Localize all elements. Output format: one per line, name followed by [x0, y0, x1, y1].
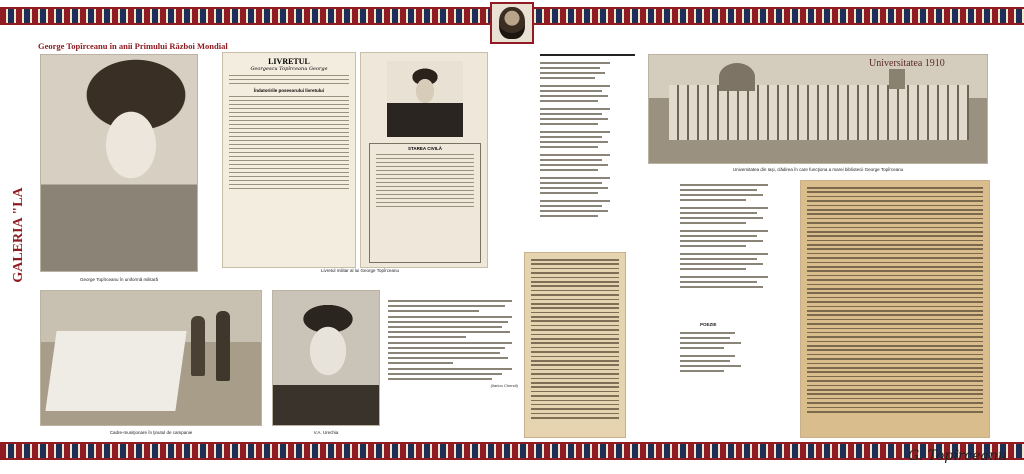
poem-column-3	[680, 332, 790, 375]
page-title: George Topîrceanu în anii Primului Război Mondial	[38, 41, 228, 51]
text-column-1	[388, 300, 518, 388]
livret-photo-page	[360, 52, 488, 268]
urechia-portrait	[272, 290, 380, 426]
caption-camp: Cadre-muniţionare în ţinutul de campanie	[109, 430, 193, 435]
portrait-photo	[40, 54, 198, 272]
logo-text: GALERIA "LA	[11, 187, 26, 283]
decorative-band-bottom	[0, 442, 1024, 460]
university-photo-label: Universitatea 1910	[869, 58, 945, 69]
livret-document	[222, 52, 356, 268]
newspaper-clipping-1	[524, 252, 626, 438]
caption-portrait: George Topîrceanu în uniformă militară	[80, 277, 158, 282]
gallery-logo	[4, 180, 34, 290]
poem-title: POEZIE	[700, 322, 717, 327]
caption-university: Universitatea din Iaşi, clădirea în care funcţiona a marei bibliotecii George Topîrceanu	[732, 167, 904, 172]
livret-name: Georgescu Topîrceanu George	[250, 66, 328, 72]
livret-heading: LIVRETUL	[268, 57, 310, 66]
signature: G. Topîrceanu	[908, 448, 1007, 464]
poem-column-2	[680, 184, 790, 291]
caption-livret: Livretul militar al lui George Topîrceanu	[321, 268, 399, 273]
livret-section: Îndatoririle posesorului livretului	[253, 88, 324, 93]
camp-photo	[40, 290, 262, 426]
poem-column-1	[540, 54, 640, 220]
newspaper-clipping-2	[800, 180, 990, 438]
header-portrait	[490, 2, 534, 44]
university-photo	[648, 54, 988, 164]
caption-urechia: V.A. Urechia	[313, 430, 339, 435]
livret-status: STAREA CIVILĂ	[407, 146, 442, 151]
quote-author: (Ilarion Chendi)	[490, 383, 518, 388]
